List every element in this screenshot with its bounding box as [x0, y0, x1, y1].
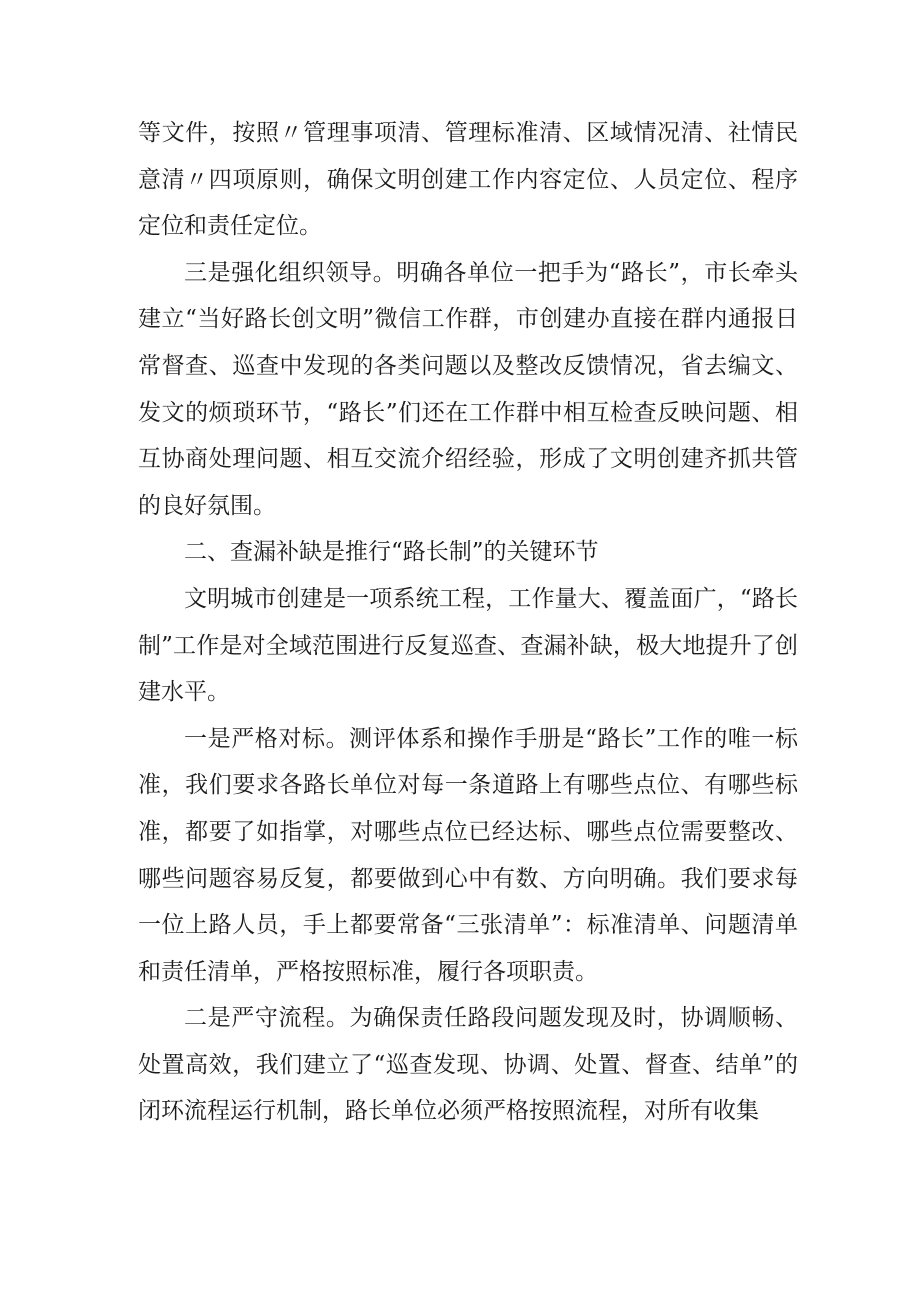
paragraph-3: 文明城市创建是一项系统工程，工作量大、覆盖面广，“路长制”工作是对全域范围进行反复巡查、查漏补缺，极大地提升了创建水平。 — [138, 585, 798, 706]
paragraph-5: 二是严守流程。为确保责任路段问题发现及时，协调顺畅、处置高效，我们建立了“巡查发现、协调、处置、督查、结单”的闭环流程运行机制，路长单位必须严格按照流程，对所有收集 — [138, 1005, 798, 1125]
paragraph-1: 等文件，按照〃管理事项清、管理标准清、区域情况清、社情民意清〃四项原则，确保文明创建工作内容定位、人员定位、程序定位和责任定位。 — [138, 120, 798, 240]
document-body — [138, 110, 798, 1135]
section-heading-2: 二、查漏补缺是推行“路长制”的关键环节 — [184, 539, 599, 566]
paragraph-4: 一是严格对标。测评体系和操作手册是“路长”工作的唯一标准，我们要求各路长单位对每一条道路上有哪些点位、有哪些标准，都要了如指掌，对哪些点位已经达标、哪些点位需要整改、哪些问题容易反复，都要做到心中有数、方向明确。我们要求每一位上路人员，手上都要常备“三张清单”：标准清单、问题清单和责任清单，严格按照标准，履行各项职责。 — [138, 725, 798, 985]
paragraph-2: 三是强化组织领导。明确各单位一把手为“路长”，市长牵头建立“当好路长创文明”微信工作群，市创建办直接在群内通报日常督查、巡查中发现的各类问题以及整改反馈情况，省去编文、发文的烦琐环节，“路长”们还在工作群中相互检查反映问题、相互协商处理问题、相互交流介绍经验，形成了文明创建齐抓共管的良好氛围。 — [138, 259, 798, 519]
